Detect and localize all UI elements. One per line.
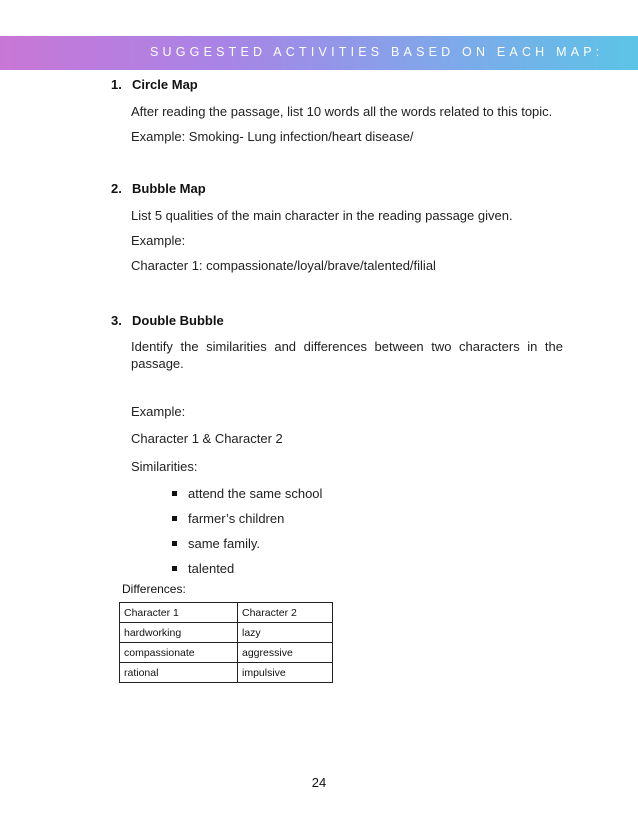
section-3-characters: Character 1 & Character 2: [131, 431, 283, 446]
page-number: 24: [311, 775, 327, 790]
table-header-row: [120, 603, 333, 623]
section-1-number: 1.: [111, 77, 122, 92]
list-item: farmer’s children: [172, 511, 322, 536]
differences-label: Differences:: [122, 582, 186, 596]
section-3-title: Double Bubble: [132, 313, 224, 328]
similarities-label: Similarities:: [131, 459, 198, 474]
header-title: SUGGESTED ACTIVITIES BASED ON EACH MAP:: [150, 45, 604, 59]
section-2-number: 2.: [111, 181, 122, 196]
differences-table: [119, 602, 333, 683]
section-3-example-label: Example:: [131, 404, 186, 419]
section-1-instruction: After reading the passage, list 10 words all the words related to this topic.: [131, 104, 553, 119]
section-2-example: Character 1: compassionate/loyal/brave/talented/filial: [131, 258, 436, 273]
table-cell: aggressive: [238, 643, 333, 663]
section-2-example-label: Example:: [131, 233, 186, 248]
table-cell: compassionate: [120, 643, 238, 663]
table-cell: lazy: [238, 623, 333, 643]
similarities-list: [172, 486, 322, 586]
section-3-number: 3.: [111, 313, 122, 328]
section-2-instruction: List 5 qualities of the main character in the reading passage given.: [131, 208, 513, 223]
table-row: [120, 643, 333, 663]
column-header: Character 2: [238, 603, 333, 623]
section-2-heading: [111, 181, 206, 196]
list-item: attend the same school: [172, 486, 322, 511]
table-cell: impulsive: [238, 663, 333, 683]
table-row: [120, 663, 333, 683]
section-1-title: Circle Map: [132, 77, 198, 92]
column-header: Character 1: [120, 603, 238, 623]
table-row: [120, 623, 333, 643]
section-3-heading: [111, 313, 224, 328]
table-cell: rational: [120, 663, 238, 683]
section-2-title: Bubble Map: [132, 181, 206, 196]
section-1-example: Example: Smoking- Lung infection/heart disease/: [131, 129, 414, 144]
section-3-instruction: Identify the similarities and differences between two characters in the passage.: [131, 339, 563, 371]
list-item: same family.: [172, 536, 322, 561]
table-cell: hardworking: [120, 623, 238, 643]
header-banner: [0, 36, 638, 70]
section-1-heading: [111, 77, 198, 92]
list-item: talented: [172, 561, 322, 586]
